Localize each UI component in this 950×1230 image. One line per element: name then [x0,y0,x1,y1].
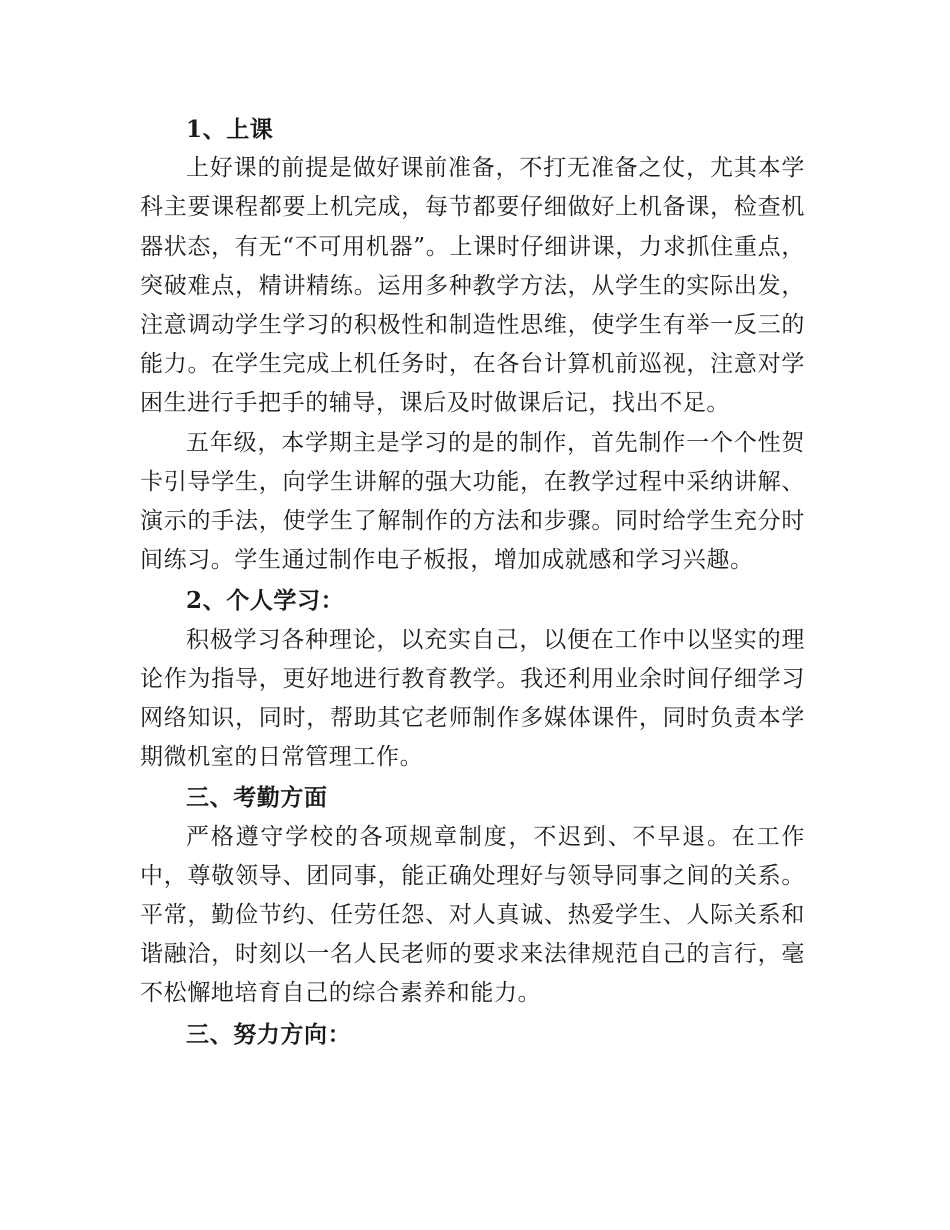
paragraph-attendance: 严格遵守学校的各项规章制度，不迟到、不早退。在工作中，尊敬领导、团同事，能正确处理好与领导同事之间的关系。平常，勤俭节约、任劳任怨、对人真诚、热爱学生、人际关系和谐融洽，时刻以一名人民老师的要求来法律规范自己的言行，毫不松懈地培育自己的综合素养和能力。 [140,823,805,1007]
paragraph-grade-five: 五年级，本学期主是学习的是的制作，首先制作一个个性贺卡引导学生，向学生讲解的强大功能，在教学过程中采纳讲解、演示的手法，使学生了解制作的方法和步骤。同时给学生充分时间练习。学生通过制作电子板报，增加成就感和学习兴趣。 [140,429,805,574]
paragraph-personal-study: 积极学习各种理论，以充实自己，以便在工作中以坚实的理论作为指导，更好地进行教育教学。我还利用业余时间仔细学习网络知识，同时，帮助其它老师制作多媒体课件，同时负责本学期微机室的日常管理工作。 [140,626,805,771]
section-heading-attendance: 三、考勤方面 [186,784,328,812]
section-heading-class: 1、上课 [186,116,274,143]
paragraph-class-preparation: 上好课的前提是做好课前准备，不打无准备之仗，尤其本学科主要课程都要上机完成，每节都要仔细做好上机备课，检查机器状态，有无“不可用机器”。上课时仔细讲课，力求抓住重点，突破难点，精讲精练。运用多种教学方法，从学生的实际出发，注意调动学生学习的积极性和制造性思维，使学生有举一反三的能力。在学生完成上机任务时，在各台计算机前巡视，注意对学困生进行手把手的辅导，课后及时做课后记，找出不足。 [140,155,805,417]
document-body [140,109,805,1054]
section-heading-personal-study: 2、个人学习： [186,587,345,615]
section-heading-effort-direction: 三、努力方向： [186,1020,352,1048]
